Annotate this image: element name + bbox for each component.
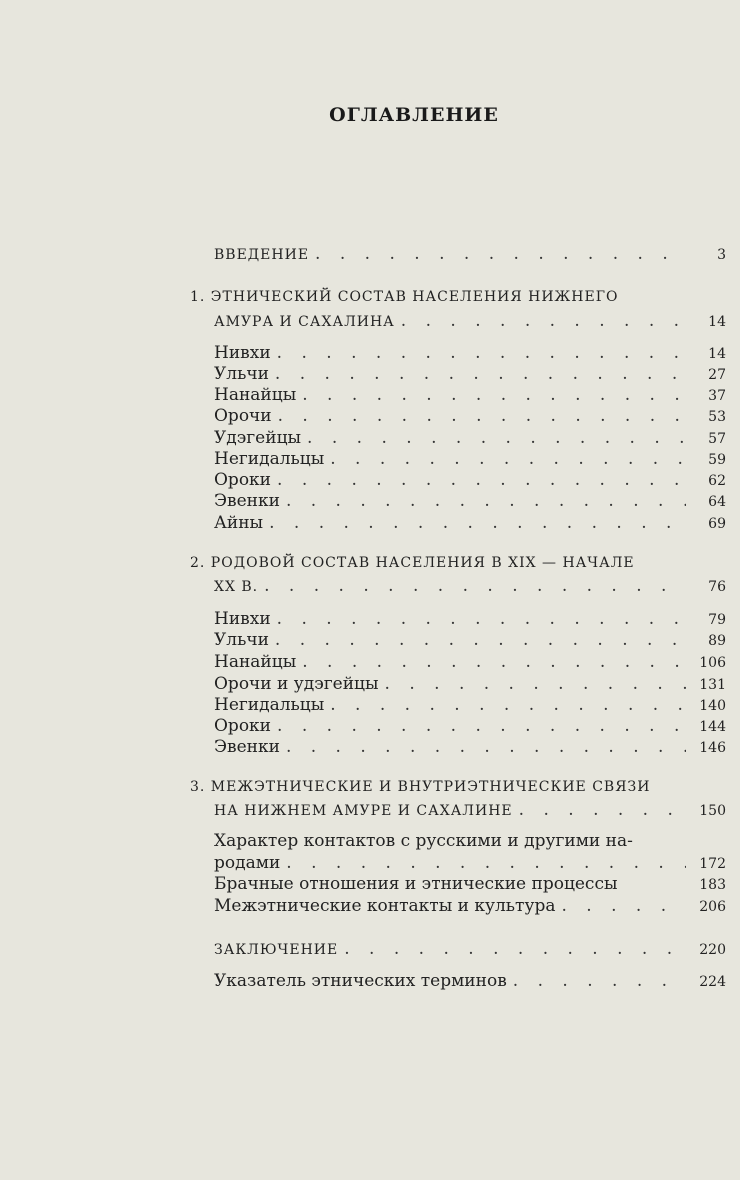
toc-entry	[214, 853, 726, 873]
dot-leader	[401, 311, 686, 331]
toc-page-number: 172	[699, 856, 726, 872]
toc-entry-label: Ульчи	[214, 364, 269, 384]
chapter2-heading-line2: XX В.	[214, 579, 259, 595]
dot-leader	[286, 491, 686, 511]
toc-entry-label: Эвенки	[214, 491, 280, 511]
dot-leader	[513, 971, 686, 991]
toc-page-number: 69	[708, 516, 726, 532]
toc-entry-chapter2	[214, 576, 726, 596]
dot-leader	[344, 939, 686, 959]
toc-page-number: 14	[708, 314, 726, 330]
dot-leader	[330, 449, 686, 469]
toc-page-number: 220	[699, 942, 726, 958]
toc-page-number: 89	[708, 633, 726, 649]
toc-page-number: 106	[699, 655, 726, 671]
toc-entry-label: Ульчи	[214, 630, 269, 650]
toc-page-number: 146	[699, 740, 726, 756]
toc-page-number: 150	[699, 803, 726, 819]
toc-entry-label: ЗАКЛЮЧЕНИЕ	[214, 942, 339, 958]
dot-leader	[519, 800, 686, 820]
toc-entry	[214, 674, 726, 694]
toc-entry-label: Эвенки	[214, 737, 280, 757]
chapter1-heading-line2: АМУРА И САХАЛИНА	[214, 314, 395, 330]
toc-entry-label: Брачные отношения и этнические процессы	[214, 874, 618, 894]
toc-page-number: 62	[708, 473, 726, 489]
toc-entry-label: Орочи и удэгейцы	[214, 674, 379, 694]
page-title: ОГЛАВЛЕНИЕ	[329, 104, 499, 126]
chapter3-heading-line2: НА НИЖНЕМ АМУРЕ И САХАЛИНЕ	[214, 803, 513, 819]
toc-entry-label: ВВЕДЕНИЕ	[214, 247, 310, 263]
toc-entry	[214, 385, 726, 405]
dot-leader	[286, 737, 686, 757]
toc-entry-label: Удэгейцы	[214, 428, 302, 448]
toc-entry-label: Негидальцы	[214, 695, 325, 715]
toc-page-number: 27	[708, 367, 726, 383]
toc-entry	[214, 364, 726, 384]
toc-page-number: 53	[708, 409, 726, 425]
toc-page-number: 37	[708, 388, 726, 404]
chapter3-entry1-line2: родами	[214, 853, 281, 873]
dot-leader	[277, 343, 686, 363]
toc-entry	[214, 406, 726, 426]
dot-leader	[277, 470, 686, 490]
toc-entry	[214, 428, 726, 448]
toc-entry-conclusion	[214, 939, 726, 959]
toc-page-number: 183	[699, 877, 726, 893]
toc-entry	[214, 491, 726, 511]
toc-entry	[214, 896, 726, 916]
toc-page-number: 57	[708, 431, 726, 447]
toc-page-number: 144	[699, 719, 726, 735]
toc-entry	[214, 737, 726, 757]
toc-page-number: 64	[708, 494, 726, 510]
toc-entry	[214, 513, 726, 533]
toc-entry	[214, 343, 726, 363]
toc-entry-label: Айны	[214, 513, 264, 533]
toc-page-number: 59	[708, 452, 726, 468]
dot-leader	[330, 695, 686, 715]
dot-leader	[302, 652, 686, 672]
toc-page-number: 3	[717, 247, 726, 263]
toc-entry-chapter3	[214, 800, 726, 820]
toc-entry-label: Нанайцы	[214, 652, 297, 672]
dot-leader	[561, 896, 686, 916]
dot-leader	[302, 385, 686, 405]
dot-leader	[277, 716, 686, 736]
toc-entry	[214, 449, 726, 469]
toc-page-number: 76	[708, 579, 726, 595]
dot-leader	[277, 609, 686, 629]
toc-page-number: 206	[699, 899, 726, 915]
toc-entry-label: Нивхи	[214, 343, 271, 363]
toc-entry-index	[214, 971, 726, 991]
toc-page-number: 131	[699, 677, 726, 693]
toc-entry-label: Негидальцы	[214, 449, 325, 469]
chapter3-heading-line1: 3. МЕЖЭТНИЧЕСКИЕ И ВНУТРИЭТНИЧЕСКИЕ СВЯЗИ	[190, 779, 651, 795]
toc-entry-intro	[214, 244, 726, 264]
dot-leader	[307, 428, 686, 448]
toc-entry-label: Ороки	[214, 470, 272, 490]
chapter2-heading-line1: 2. РОДОВОЙ СОСТАВ НАСЕЛЕНИЯ В XIX — НАЧАЛЕ	[190, 555, 635, 571]
dot-leader	[286, 853, 686, 873]
toc-entry-label: Межэтнические контакты и культура	[214, 896, 556, 916]
dot-leader	[269, 513, 686, 533]
toc-entry-label: Нанайцы	[214, 385, 297, 405]
toc-entry	[214, 716, 726, 736]
dot-leader	[278, 406, 686, 426]
toc-entry-chapter1	[214, 311, 726, 331]
toc-page-number: 14	[708, 346, 726, 362]
toc-entry	[214, 874, 726, 894]
toc-entry-label: Ороки	[214, 716, 272, 736]
dot-leader	[315, 244, 686, 264]
chapter3-entry1-line1: Характер контактов с русскими и другими на-	[214, 831, 633, 851]
dot-leader	[264, 576, 686, 596]
chapter1-heading-line1: 1. ЭТНИЧЕСКИЙ СОСТАВ НАСЕЛЕНИЯ НИЖНЕГО	[190, 289, 619, 305]
toc-entry-label: Указатель этнических терминов	[214, 971, 507, 991]
toc-entry	[214, 609, 726, 629]
toc-entry	[214, 630, 726, 650]
toc-entry	[214, 652, 726, 672]
dot-leader	[275, 630, 686, 650]
toc-entry-label: Нивхи	[214, 609, 271, 629]
toc-page-number: 140	[699, 698, 726, 714]
toc-page-number: 79	[708, 612, 726, 628]
toc-entry-label: Орочи	[214, 406, 272, 426]
toc-entry	[214, 695, 726, 715]
toc-entry	[214, 470, 726, 490]
toc-page-number: 224	[699, 974, 726, 990]
dot-leader	[385, 674, 686, 694]
dot-leader	[275, 364, 686, 384]
